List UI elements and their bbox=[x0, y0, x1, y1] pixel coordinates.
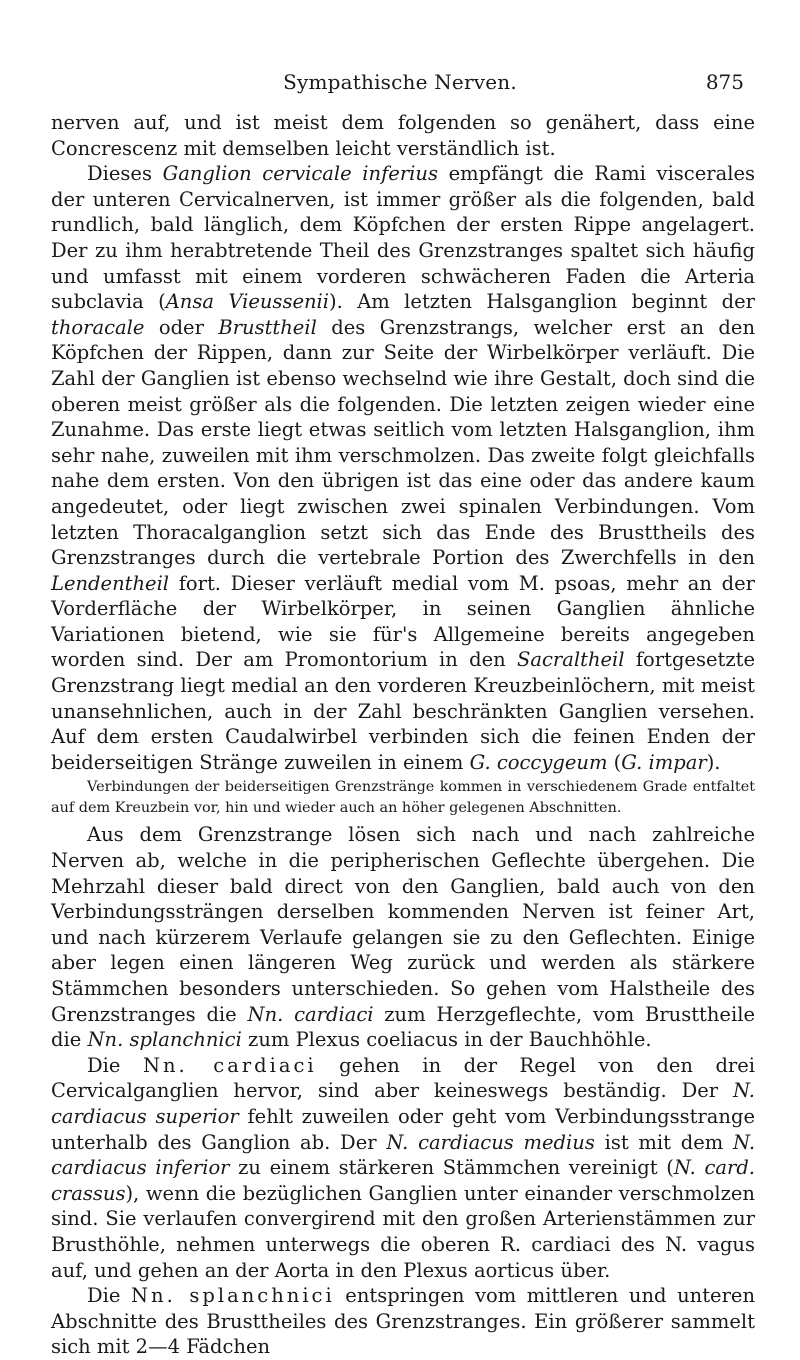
heading-nn-cardiaci: Nn. cardiaci bbox=[142, 1053, 317, 1077]
term-brusttheil: Brusttheil bbox=[218, 315, 317, 339]
text-run: Aus dem Grenzstrange lösen sich nach und nach zahlreiche Nerven ab, welche in die peripherischen Geflechte übergehen. Die Mehrzahl dieser bald direct von den Ganglien, bald auch von den Verbindungssträngen derselben kommenden Nerven ist feiner Art, und nach kürzerem Verlaufe gelangen sie zu den Geflechten. Einige aber legen einen längeren Weg zurück und werden als stärkere Stämmchen besonders unterschieden. So gehen vom Halstheile des Grenzstranges die bbox=[51, 823, 755, 1026]
term-lendentheil: Lendentheil bbox=[51, 571, 170, 595]
term-ganglion-cervicale-inferius: Ganglion cervicale inferius bbox=[162, 162, 438, 186]
term-n-cardiacus-superior: N. cardiacus superior bbox=[51, 1079, 755, 1128]
text-run: fort. Dieser verläuft medial vom M. psoas, mehr an der Vorderfläche der Wirbelkörper, in seinen Ganglien ähnliche Variationen bietend, wie sie für's Allgemeine bereits angegeben worden sind. Der am Promontorium in den bbox=[51, 571, 755, 672]
text-run: oder bbox=[144, 315, 219, 339]
text-run: ). Am letzten Halsganglion beginnt der bbox=[329, 290, 755, 314]
text-run: zum Herzgeflechte, vom Brusttheile die bbox=[51, 1002, 755, 1052]
page-body bbox=[51, 110, 755, 1360]
small-print-note bbox=[51, 777, 755, 818]
text-run: Die bbox=[87, 1284, 131, 1308]
text-run: ist mit dem bbox=[594, 1130, 733, 1154]
text-run: gehen in der Regel von den drei Cervicalganglien hervor, sind aber keineswegs beständig. Der bbox=[51, 1053, 756, 1103]
page-header bbox=[0, 70, 800, 98]
paragraph-continuation bbox=[51, 110, 755, 161]
term-nn-splanchnici: Nn. splanchnici bbox=[87, 1028, 242, 1052]
text-run: ). bbox=[706, 750, 721, 774]
text-run: empfängt die Rami viscerales der unteren Cervicalnerven, ist immer größer als die folgenden, bald rundlich, bald länglich, dem Köpfchen der ersten Rippe angelagert. Der zu ihm herabtretende Theil des Grenzstranges spaltet sich häufig und umfasst mit einem vorderen schwächeren Faden die Arteria subclavia ( bbox=[51, 162, 756, 314]
text-run: Dieses bbox=[87, 162, 163, 186]
term-n-cardiacus-medius: N. cardiacus medius bbox=[386, 1130, 595, 1154]
term-n-card-crassus: N. card. crassus bbox=[51, 1156, 756, 1205]
paragraph-nn-cardiaci bbox=[51, 1053, 755, 1283]
text-run: Die bbox=[87, 1053, 143, 1077]
running-title: Sympathische Nerven. bbox=[283, 70, 517, 94]
text-run: entspringen vom mittleren und unteren Abschnitte des Brusttheiles des Grenzstranges. Ein größerer sammelt sich mit 2—4 Fädchen bbox=[51, 1284, 756, 1359]
term-ansa-vieussenii: Ansa Vieussenii bbox=[165, 290, 330, 314]
text-run: zu einem stärkeren Stämmchen vereinigt ( bbox=[229, 1156, 674, 1180]
paragraph-grenzstrang-nerven bbox=[51, 822, 755, 1052]
paragraph-ganglion-cervicale bbox=[51, 161, 755, 775]
text-run: ( bbox=[607, 750, 622, 774]
text-run: ), wenn die bezüglichen Ganglien unter einander verschmolzen sind. Sie verlaufen convergirend mit den großen Arterienstämmen zur Brusthöhle, nehmen unterwegs die oberen R. cardiaci des N. vagus auf, und gehen an der Aorta in den Plexus aorticus über. bbox=[51, 1181, 755, 1282]
text-run: zum Plexus coeliacus in der Bauchhöhle. bbox=[241, 1028, 652, 1052]
heading-nn-splanchnici: Nn. splanchnici bbox=[130, 1284, 335, 1308]
term-n-cardiacus-inferior: N. cardiacus inferior bbox=[51, 1130, 756, 1180]
term-thoracale: thoracale bbox=[51, 315, 145, 339]
paragraph-nn-splanchnici bbox=[51, 1283, 755, 1360]
term-nn-cardiaci: Nn. cardiaci bbox=[247, 1002, 374, 1026]
term-g-coccygeum: G. coccygeum bbox=[469, 750, 608, 774]
text-run: des Grenzstrangs, welcher erst an den Köpfchen der Rippen, dann zur Seite der Wirbelkörper verläuft. Die Zahl der Ganglien ist ebenso wechselnd wie ihre Gestalt, doch sind die oberen meist größer als die folgenden. Die letzten zeigen wieder eine Zunahme. Das erste liegt etwas seitlich vom letzten Halsganglion, ihm sehr nahe, zuweilen mit ihm verschmolzen. Das zweite folgt gleichfalls nahe dem ersten. Von den übrigen ist das eine oder das andere kaum angedeutet, oder liegt zwischen zwei spinalen Verbindungen. Vom letzten Thoracalganglion setzt sich das Ende des Brusttheils des Grenzstranges durch die vertebrale Portion des Zwerchfells in den bbox=[51, 315, 756, 570]
text-run: fehlt zuweilen oder geht vom Verbindungsstrange unterhalb des Ganglion ab. Der bbox=[51, 1104, 756, 1154]
paragraph-text: nerven auf, und ist meist dem folgenden so genähert, dass eine Concrescenz mit demselben leicht verständlich ist. bbox=[51, 111, 755, 160]
text-run: fortgesetzte Grenzstrang liegt medial an den vorderen Kreuzbeinlöchern, mit meist unansehnlichen, auch in der Zahl beschränkten Ganglien versehen. Auf dem ersten Caudalwirbel verbinden sich die feinen Enden der beiderseitigen Stränge zuweilen in einem bbox=[51, 648, 755, 774]
page-number: 875 bbox=[705, 70, 744, 94]
term-g-impar: G. impar bbox=[621, 750, 707, 774]
term-sacraltheil: Sacraltheil bbox=[517, 648, 625, 672]
note-text: Verbindungen der beiderseitigen Grenzstränge kommen in verschiedenem Grade entfaltet auf dem Kreuzbein vor, hin und wieder auch an höher gelegenen Abschnitten. bbox=[51, 779, 755, 816]
